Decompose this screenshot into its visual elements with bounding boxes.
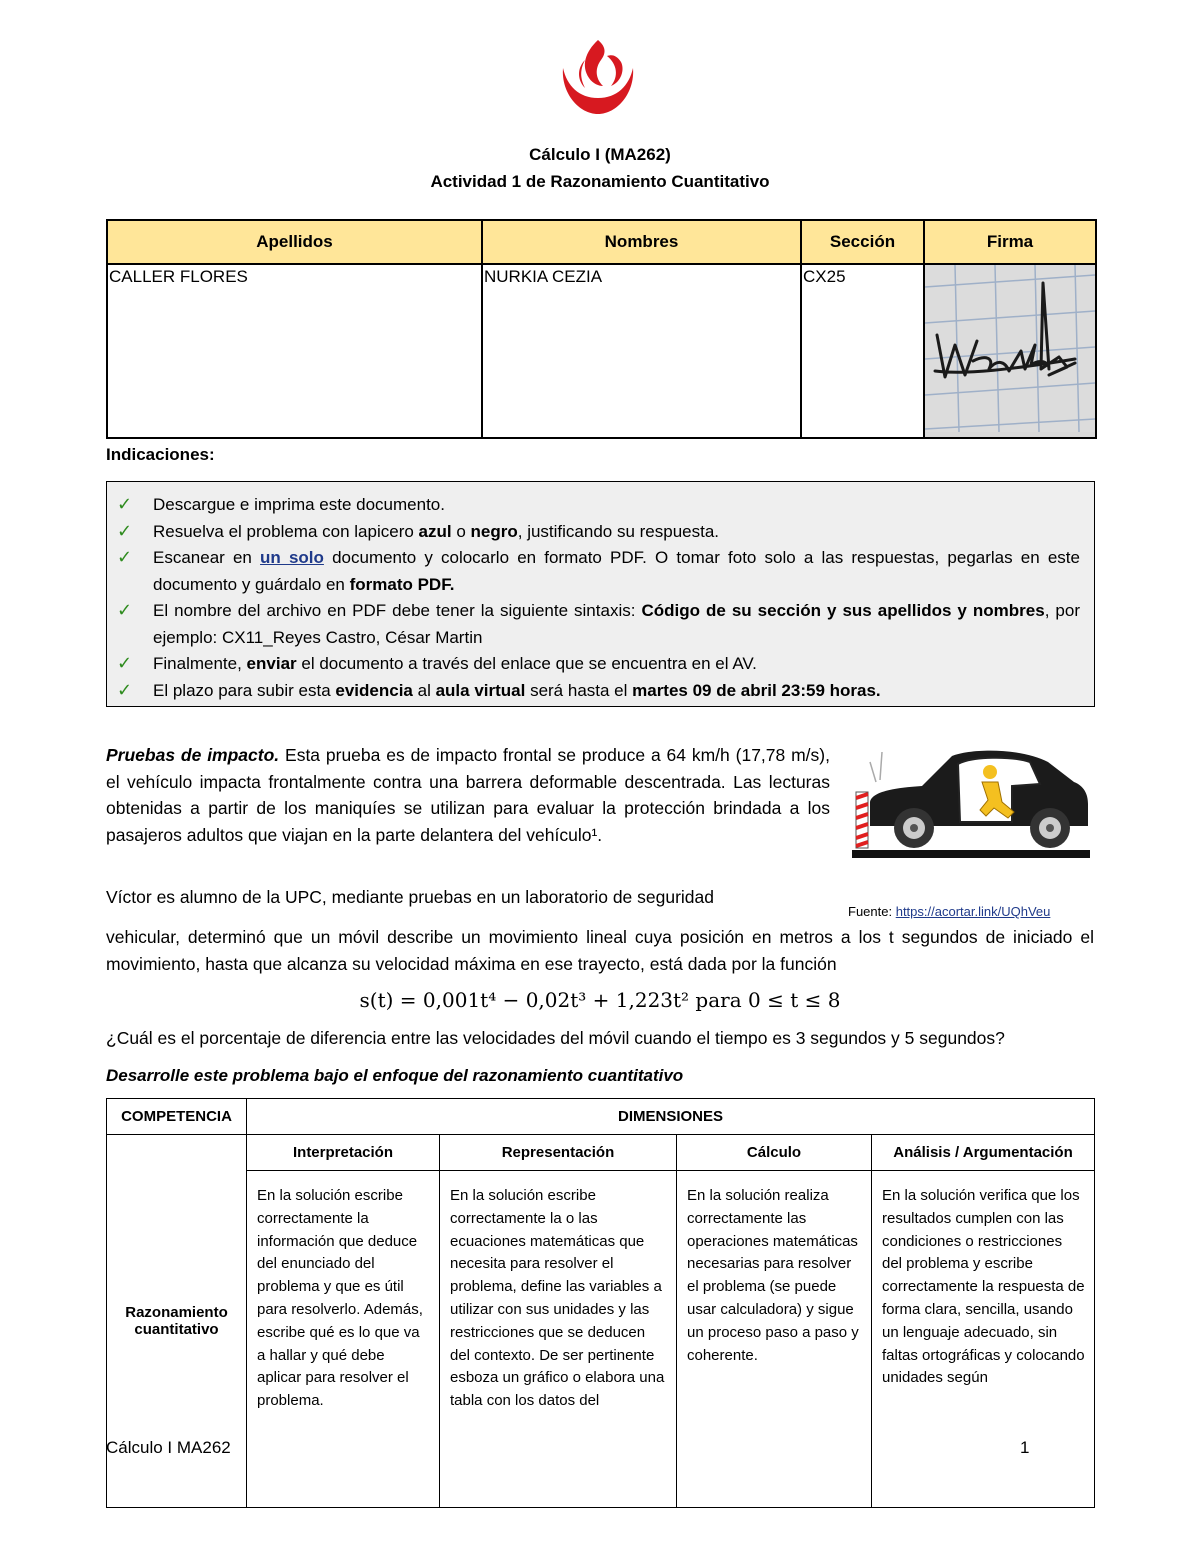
source-label: Fuente: — [848, 904, 893, 919]
problem-intro-text: Esta prueba es de impacto frontal se produce a 64 km/h (17,78 m/s), el vehículo impacta frontalmente contra una barrera deformable descentrada. Las lecturas obtenidas a partir de los maniquíes se utilizan para evaluar la protección brindada a los pasajeros adultos que viajan en la parte delantera del vehículo¹. — [106, 745, 830, 845]
footer-course: Cálculo I MA262 — [106, 1438, 231, 1457]
cell-nombres: NURKIA CEZIA — [482, 264, 801, 438]
rubric-table — [106, 1098, 1095, 1508]
problem-para-2: Víctor es alumno de la UPC, mediante pruebas en un laboratorio de seguridad — [106, 887, 715, 907]
cell-apellidos: CALLER FLORES — [107, 264, 482, 438]
indications-title: Indicaciones: — [106, 445, 215, 464]
header-seccion: Sección — [801, 220, 924, 264]
page-number: 1 — [1020, 1438, 1030, 1457]
crash-test-car-image — [852, 742, 1090, 860]
problem-question: ¿Cuál es el porcentaje de diferencia entre las velocidades del móvil cuando el tiempo es 3 segundos y 5 segundos? — [106, 1028, 1005, 1048]
cell-seccion: CX25 — [801, 264, 924, 438]
problem-para-3: vehicular, determinó que un móvil describe un movimiento lineal cuya posición en metros a los t segundos de iniciado el movimiento, hasta que alcanza su velocidad máxima en ese trayecto, está dada por la función — [106, 927, 1094, 974]
indication-item: ✓ El nombre del archivo en PDF debe tener la siguiente sintaxis: Código de su sección y sus apellidos y nombres, por ejemplo: CX11_Reyes Castro, César Martin — [117, 598, 1080, 651]
rubric-header-competencia: COMPETENCIA — [107, 1099, 247, 1135]
header-firma: Firma — [924, 220, 1096, 264]
indication-item: ✓ Resuelva el problema con lapicero azul o negro, justificando su respuesta. — [117, 519, 1080, 546]
header-apellidos: Apellidos — [107, 220, 482, 264]
rubric-competence-name: Razonamiento cuantitativo — [107, 1135, 247, 1508]
student-info-table — [106, 219, 1097, 439]
checkmark-icon: ✓ — [117, 653, 133, 674]
checkmark-icon: ✓ — [117, 547, 133, 568]
indication-item: ✓ El plazo para subir esta evidencia al aula virtual será hasta el martes 09 de abril 23:59 horas. — [117, 678, 1080, 705]
dimension-description: En la solución escribe correctamente la información que deduce del enunciado del problema y que es útil para resolverlo. Además, escribe qué es lo que va a hallar y qué debe aplicar para resolver el problema. — [247, 1171, 440, 1508]
header-nombres: Nombres — [482, 220, 801, 264]
dimension-header: Representación — [440, 1135, 677, 1171]
indication-item: ✓ Escanear en un solo documento y colocarlo en formato PDF. O tomar foto solo a las respuestas, pegarlas en este documento y guárdalo en formato PDF. — [117, 545, 1080, 598]
dimension-description: En la solución escribe correctamente la o las ecuaciones matemáticas que necesita para resolver el problema, define las variables a utilizar con sus unidades y las restricciones que se deducen del contexto. De ser pertinente esboza un gráfico o elabora una tabla con los datos del — [440, 1171, 677, 1508]
develop-instruction: Desarrolle este problema bajo el enfoque del razonamiento cuantitativo — [106, 1066, 684, 1085]
dimension-description: En la solución verifica que los resultados cumplen con las condiciones o restricciones del problema y escribe correctamente la respuesta de forma clara, sencilla, usando un lenguaje adecuado, sin faltas ortográficas y colocando unidades según — [872, 1171, 1095, 1508]
source-link[interactable]: https://acortar.link/UQhVeu — [895, 904, 1051, 919]
problem-heading: Pruebas de impacto. — [106, 745, 280, 765]
dimension-description: En la solución realiza correctamente las operaciones matemáticas necesarias para resolver el problema (se puede usar calculadora) y sigue un proceso paso a paso y coherente. — [677, 1171, 872, 1508]
dimension-header: Análisis / Argumentación — [872, 1135, 1095, 1171]
checkmark-icon: ✓ — [117, 600, 133, 621]
indications-box — [106, 481, 1095, 707]
checkmark-icon: ✓ — [117, 494, 133, 515]
signature-image — [925, 265, 1095, 432]
position-formula: s(t) = 0,001t⁴ − 0,02t³ + 1,223t² para 0 ≤ t ≤ 8 — [359, 988, 841, 1012]
activity-title: Actividad 1 de Razonamiento Cuantitativo — [430, 172, 770, 191]
checkmark-icon: ✓ — [117, 520, 133, 542]
image-source — [848, 904, 1050, 919]
cell-firma — [924, 264, 1096, 438]
dimension-header: Interpretación — [247, 1135, 440, 1171]
upc-logo — [555, 38, 641, 118]
problem-intro — [106, 742, 830, 848]
indication-item: ✓ Finalmente, enviar el documento a través del enlace que se encuentra en el AV. — [117, 651, 1080, 678]
dimension-header: Cálculo — [677, 1135, 872, 1171]
checkmark-icon: ✓ — [117, 679, 133, 701]
indication-item: ✓ Descargue e imprima este documento. — [117, 492, 1080, 519]
rubric-header-dimensiones: DIMENSIONES — [247, 1099, 1095, 1135]
course-title: Cálculo I (MA262) — [529, 145, 671, 164]
